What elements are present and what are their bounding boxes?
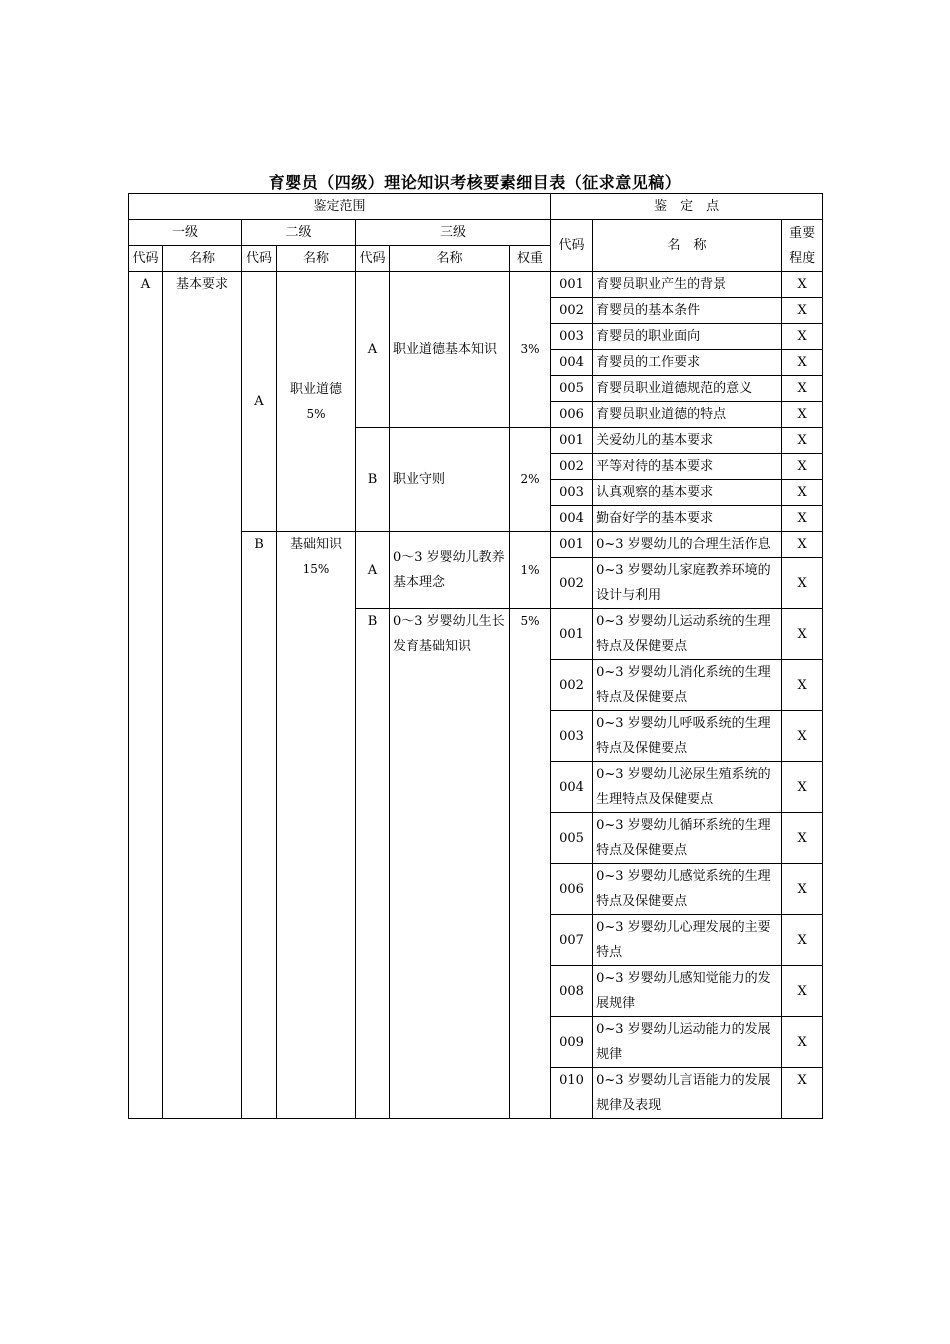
l3-name: 0～3 岁婴幼儿生长发育基础知识: [390, 609, 510, 1119]
point-code: 010: [551, 1068, 593, 1119]
point-code: 001: [551, 609, 593, 660]
point-name: 0~3 岁婴幼儿心理发展的主要特点: [593, 915, 782, 966]
point-code: 002: [551, 454, 593, 480]
point-level: X: [782, 506, 823, 532]
point-name: 勤奋好学的基本要求: [593, 506, 782, 532]
point-level: X: [782, 762, 823, 813]
l2-weight: 15%: [302, 562, 330, 576]
point-code: 004: [551, 762, 593, 813]
point-level: X: [782, 402, 823, 428]
point-level: X: [782, 480, 823, 506]
point-code: 003: [551, 324, 593, 350]
l1-name: 基本要求: [163, 272, 242, 1119]
l3-weight: 5%: [510, 609, 551, 1119]
point-level: X: [782, 324, 823, 350]
point-name: 0~3 岁婴幼儿言语能力的发展规律及表现: [593, 1068, 782, 1119]
point-level: X: [782, 711, 823, 762]
point-name: 0~3 岁婴幼儿家庭教养环境的设计与利用: [593, 558, 782, 609]
l1-code: A: [129, 272, 163, 1119]
point-level: X: [782, 864, 823, 915]
header-level1: 一级: [129, 220, 242, 246]
header-point-code: 代码: [551, 220, 593, 272]
point-code: 006: [551, 402, 593, 428]
l2-name-text: 基础知识: [289, 537, 342, 552]
point-level: X: [782, 660, 823, 711]
l3-name: 职业道德基本知识: [390, 272, 510, 428]
point-name: 平等对待的基本要求: [593, 454, 782, 480]
point-name: 育婴员职业道德的特点: [593, 402, 782, 428]
point-name: 0~3 岁婴幼儿运动系统的生理特点及保健要点: [593, 609, 782, 660]
point-code: 004: [551, 506, 593, 532]
point-code: 002: [551, 660, 593, 711]
point-name: 育婴员的职业面向: [593, 324, 782, 350]
point-name: 0~3 岁婴幼儿的合理生活作息: [593, 532, 782, 558]
point-code: 005: [551, 376, 593, 402]
point-code: 008: [551, 966, 593, 1017]
point-level: X: [782, 966, 823, 1017]
point-name: 0~3 岁婴幼儿消化系统的生理特点及保健要点: [593, 660, 782, 711]
point-level: X: [782, 558, 823, 609]
l3-code: A: [356, 272, 390, 428]
header-l1-name: 名称: [163, 246, 242, 272]
l3-weight: 3%: [510, 272, 551, 428]
header-points: 鉴 定 点: [551, 194, 823, 220]
point-name: 育婴员的基本条件: [593, 298, 782, 324]
header-scope: 鉴定范围: [129, 194, 551, 220]
point-code: 005: [551, 813, 593, 864]
l2-code: A: [242, 272, 277, 532]
point-code: 002: [551, 298, 593, 324]
point-code: 004: [551, 350, 593, 376]
header-weight: 权重: [510, 246, 551, 272]
header-l3-name: 名称: [390, 246, 510, 272]
point-name: 0~3 岁婴幼儿循环系统的生理特点及保健要点: [593, 813, 782, 864]
l2-code: B: [242, 532, 277, 1119]
l3-code: B: [356, 428, 390, 532]
page-title: 育婴员（四级）理论知识考核要素细目表（征求意见稿）: [268, 173, 682, 192]
point-level: X: [782, 350, 823, 376]
header-level3: 三级: [356, 220, 551, 246]
l3-code: B: [356, 609, 390, 1119]
point-name: 关爱幼儿的基本要求: [593, 428, 782, 454]
point-code: 001: [551, 532, 593, 558]
l3-weight: 1%: [510, 532, 551, 609]
point-name: 0~3 岁婴幼儿运动能力的发展规律: [593, 1017, 782, 1068]
header-point-name: 名 称: [593, 220, 782, 272]
point-code: 006: [551, 864, 593, 915]
point-name: 0~3 岁婴幼儿呼吸系统的生理特点及保健要点: [593, 711, 782, 762]
point-code: 009: [551, 1017, 593, 1068]
l3-name: 0～3 岁婴幼儿教养基本理念: [390, 532, 510, 609]
header-level2: 二级: [242, 220, 356, 246]
l2-weight: 5%: [306, 406, 326, 421]
point-code: 001: [551, 272, 593, 298]
assessment-table: [128, 193, 823, 1119]
point-level: X: [782, 272, 823, 298]
l3-name: 职业守则: [390, 428, 510, 532]
header-l2-code: 代码: [242, 246, 277, 272]
point-level: X: [782, 428, 823, 454]
point-code: 007: [551, 915, 593, 966]
point-level: X: [782, 915, 823, 966]
point-level: X: [782, 454, 823, 480]
point-name: 0~3 岁婴幼儿感觉系统的生理特点及保健要点: [593, 864, 782, 915]
point-name: 认真观察的基本要求: [593, 480, 782, 506]
point-name: 0~3 岁婴幼儿感知觉能力的发展规律: [593, 966, 782, 1017]
point-level: X: [782, 1068, 823, 1119]
point-level: X: [782, 609, 823, 660]
point-code: 002: [551, 558, 593, 609]
point-level: X: [782, 532, 823, 558]
header-l2-name: 名称: [277, 246, 356, 272]
point-name: 育婴员的工作要求: [593, 350, 782, 376]
point-code: 001: [551, 428, 593, 454]
l3-code: A: [356, 532, 390, 609]
l2-name: [277, 532, 356, 1119]
l3-weight: 2%: [510, 428, 551, 532]
point-level: X: [782, 376, 823, 402]
header-l3-code: 代码: [356, 246, 390, 272]
header-l1-code: 代码: [129, 246, 163, 272]
point-level: X: [782, 813, 823, 864]
header-importance: 重要程度: [782, 220, 823, 272]
point-code: 003: [551, 480, 593, 506]
point-level: X: [782, 298, 823, 324]
point-name: 0~3 岁婴幼儿泌尿生殖系统的生理特点及保健要点: [593, 762, 782, 813]
point-name: 育婴员职业产生的背景: [593, 272, 782, 298]
point-name: 育婴员职业道德规范的意义: [593, 376, 782, 402]
point-code: 003: [551, 711, 593, 762]
l2-name: [277, 272, 356, 532]
l2-name-text: 职业道德: [289, 381, 342, 397]
point-level: X: [782, 1017, 823, 1068]
